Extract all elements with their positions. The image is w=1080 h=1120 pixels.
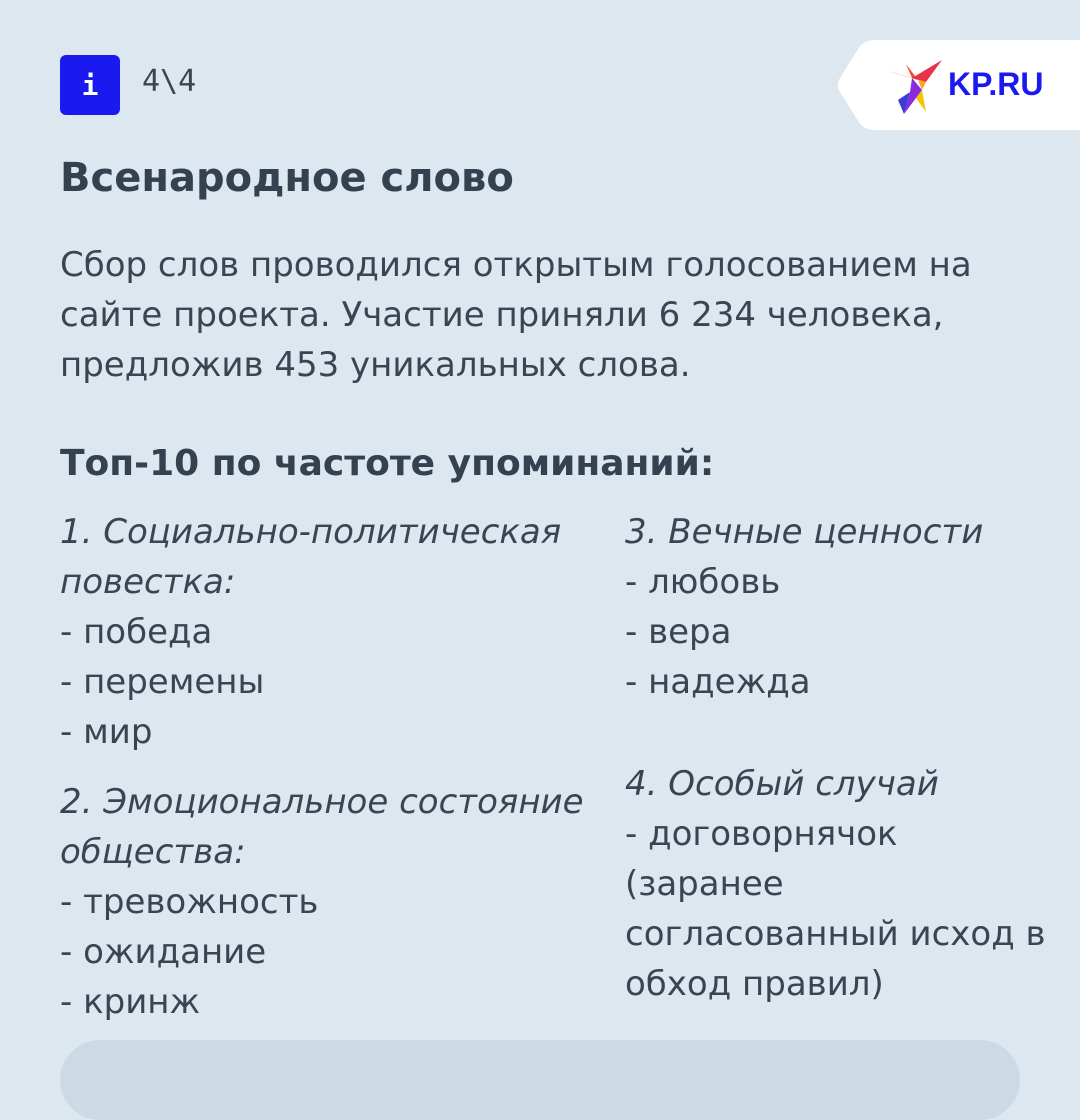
list-item: - кринж bbox=[60, 982, 201, 1022]
left-column bbox=[60, 507, 620, 1047]
list-item: - мир bbox=[60, 712, 153, 752]
page-title: Всенародное слово bbox=[60, 155, 514, 201]
list-item: - надежда bbox=[625, 662, 811, 702]
list-item: - тревожность bbox=[60, 882, 319, 922]
group-title: 4. Особый случай bbox=[625, 764, 939, 804]
list-item: - ожидание bbox=[60, 932, 267, 972]
list-item: - перемены bbox=[60, 662, 265, 702]
info-icon: i bbox=[81, 68, 99, 102]
list-item: - любовь bbox=[625, 562, 781, 602]
item-note: (заранее согласованный исход в обход правил) bbox=[625, 864, 1046, 1004]
group-title: 3. Вечные ценности bbox=[625, 512, 984, 552]
group-special-case bbox=[625, 759, 1055, 1009]
group-title: 1. Социально-политическая повестка: bbox=[60, 512, 562, 602]
group-eternal-values bbox=[625, 507, 1055, 707]
right-column bbox=[625, 507, 1055, 1029]
page-counter: 4\4 bbox=[142, 64, 197, 99]
group-title: 2. Эмоциональное состояние общества: bbox=[60, 782, 584, 872]
group-social-political bbox=[60, 507, 620, 757]
list-item: - договорнячок bbox=[625, 814, 898, 854]
list-item: - победа bbox=[60, 612, 213, 652]
intro-text: Сбор слов проводился открытым голосованием на сайте проекта. Участие приняли 6 234 человека, предложив 453 уникальных слова. bbox=[60, 245, 972, 385]
info-badge bbox=[60, 55, 120, 115]
logo-text: KP.RU bbox=[948, 66, 1044, 102]
kp-logo[interactable] bbox=[836, 40, 1080, 130]
swallow-bird-icon bbox=[882, 56, 944, 116]
list-item: - вера bbox=[625, 612, 732, 652]
bottom-panel bbox=[60, 1040, 1020, 1120]
top-list-heading: Топ-10 по частоте упоминаний: bbox=[60, 443, 715, 484]
group-emotional-state bbox=[60, 777, 620, 1027]
